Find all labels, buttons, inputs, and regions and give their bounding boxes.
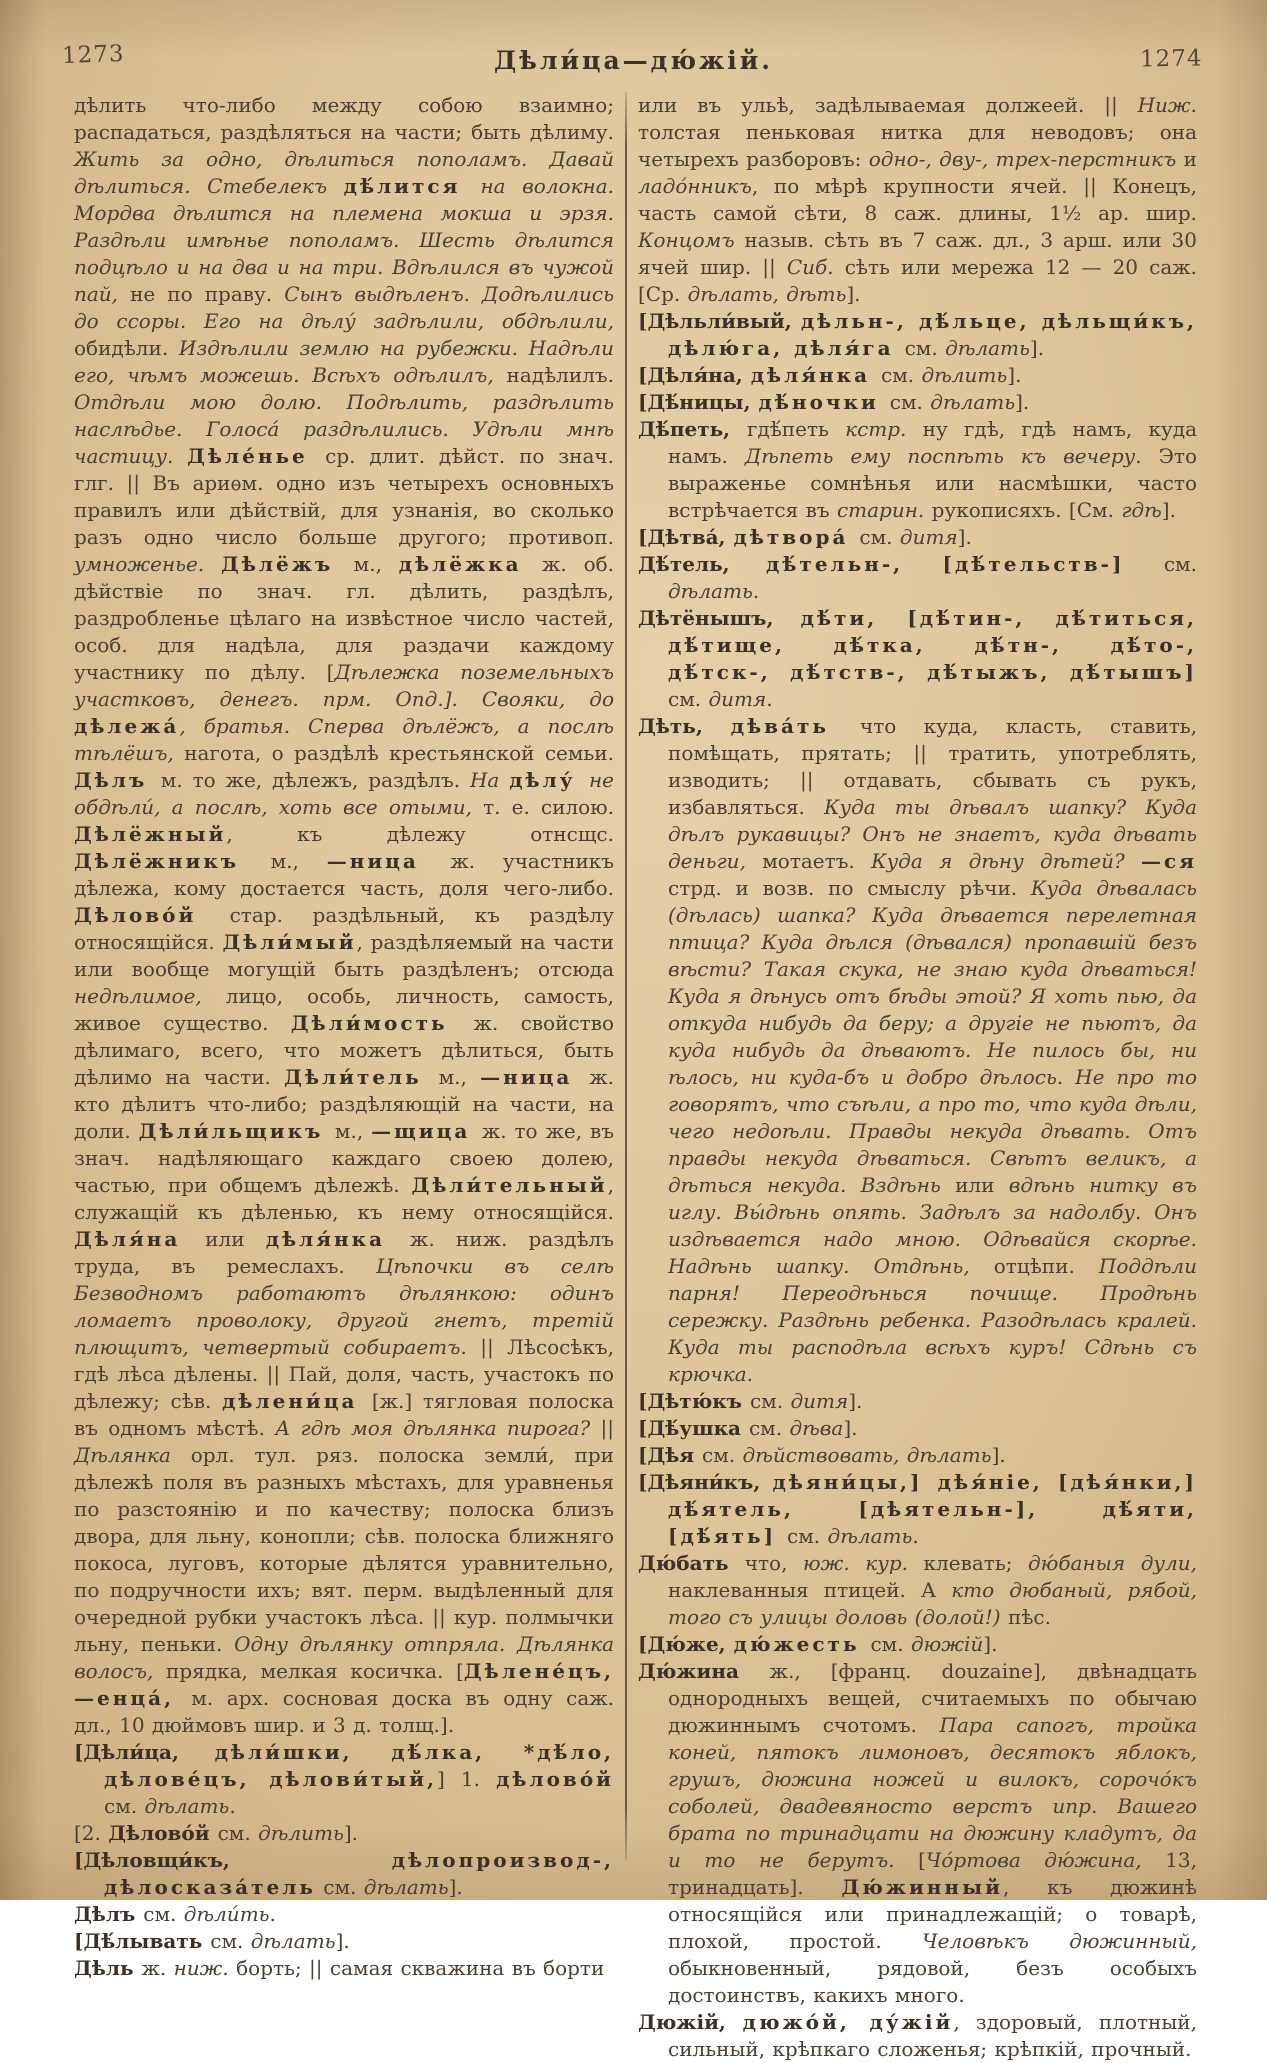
definition-text: отцѣпи. [993,1254,1099,1278]
definition-text: не по праву. [130,282,285,306]
definition-text: ж. [141,1956,174,1980]
derived-headword: Дѣле́нье [187,444,326,468]
dictionary-entry [638,1388,1197,1415]
dictionary-entry [638,362,1197,389]
definition-text: см. [787,1524,828,1548]
derived-headword: дѣлежа́ [74,714,180,738]
entry-headword: [Дѣя [638,1443,703,1467]
definition-text: м., [334,1119,372,1143]
definition-text: ]. [1029,336,1045,360]
entry-headword: Дѣль [74,1956,142,1980]
definition-text: ]. [1015,390,1030,414]
left-column [74,92,614,1982]
definition-text: ж. ниж. раздѣлъ труда, въ ремеслахъ. [74,1227,614,1278]
dictionary-entry [74,1820,614,1847]
entry-headword: [Дѣяни́къ, [638,1470,773,1494]
dictionary-entry [74,1739,614,1820]
definition-text: см. [1163,552,1197,576]
page-number-left: 1273 [61,40,125,70]
example-text: на волокна. Мордва дѣлится на племена мокша и эрзя. Раздѣли имѣнье пополамъ. Шесть дѣлится подцѣло и на два и на три. Вдѣлился въ чужой пай, [74,174,614,306]
example-text: Поддѣли парня! Переодѣнься почище. Продѣнь сережку. Раздѣнь ребенка. Разодѣлась кралей. Куда ты расподѣла всѣхъ куръ! Сдѣнь съ крючка. [668,1254,1198,1386]
definition-text: ж. свойство дѣлимаго, всего, что можетъ дѣлиться, быть дѣлимо на части. [74,1011,614,1089]
definition-text: стар. раздѣльный, къ раздѣлу относящійся. [74,903,614,954]
entry-headword: [Дѣ́лывать [74,1929,211,1953]
definition-text: , служащій къ дѣленью, къ нему относящійся. [74,1173,614,1224]
example-text: дитя [899,525,958,549]
entry-headword: [Дѣ́ницы, [638,390,759,414]
definition-text: А [920,1578,952,1602]
definition-text: . [752,579,760,603]
definition-text: Это выраженье сомнѣнья или насмѣшки, часто встрѣчается въ [668,444,1197,522]
dictionary-entry [638,1550,1197,1631]
definition-text: ж. об. дѣйствіе по знач. гл. дѣлить, раздѣлъ, раздробленье цѣлаго на извѣстное число частей, особ. для надѣла, для раздачи каждому участнику по дѣлу. [ [74,552,615,684]
example-text: не обдѣли́, а послѣ, хоть все отыми, [74,768,614,819]
example-text: Одну дѣлянку отпряла. Дѣлянка волосъ, [74,1632,614,1683]
derived-headword: Дѣли́мый [222,930,357,954]
definition-text: || [600,1416,614,1440]
example-text: одно-, дву-, трех-перстникъ [868,147,1184,171]
derived-headword: Дѣли́льщикъ [138,1119,335,1143]
definition-text: ж. то же, въ знач. надѣляющаго каждаго своею долею, частью, при общемъ дѣлежѣ. [74,1119,614,1197]
example-text: Сынъ выдѣленъ. Додѣлились до ссоры. Его на дѣлу́ задѣлили, обдѣлили, [74,282,615,333]
derived-headword: дѣлопроизвод-, дѣлосказа́тель [104,1848,614,1899]
example-text: вдѣнь нитку въ иглу. Вы́дѣнь опять. Задѣлъ за надолбу. Онъ издѣвается надо мною. Одѣвайся скорѣе. Надѣнь шапку. Отдѣнь, [668,1173,1197,1278]
example-text: дѣва [789,1416,844,1440]
definition-text: прядка, мелкая косичка. [ [166,1659,464,1683]
definition-text: см. [748,1416,790,1440]
dictionary-entry [74,1955,614,1982]
definition-text: см. [749,1389,791,1413]
example-text: , братья. Сперва дѣлёжъ, а послѣ тѣлёшъ, [74,714,614,765]
definition-text: м., [353,552,399,576]
definition-text: ж., [франц. douzaine], двѣнадцать однородныхъ вещей, считаемыхъ по обычаю дюжиннымъ счотомъ. [668,1659,1197,1737]
entry-headword: [Дѣтва́, [638,525,734,549]
definition-text: см. [881,363,922,387]
definition-text: см. [143,1902,184,1926]
definition-text: . [912,1524,919,1548]
column-divider [625,92,627,1860]
derived-headword: дѣяни́цы,] дѣя́ніе, [дѣя́нки,] дѣ́ятель, [дѣятельн-], дѣ́яти, [дѣ́ять] [668,1470,1197,1548]
example-text: ладо́нникъ [638,174,752,198]
derived-headword: —щица [371,1119,482,1143]
example-text: Концомъ [638,228,745,252]
definition-text: сѣть или мережа 12 — 20 саж. [Ср. [638,255,1198,306]
definition-text: ж. кто дѣлитъ что-либо; раздѣляющій на части, на доли. [74,1065,614,1143]
example-text: Дѣлежка поземельныхъ участковъ, денегъ. прм. Опд.]. Свояки, до [74,660,615,711]
page-title: Дѣли́ца—дю́жій. [494,46,773,75]
derived-headword: —ница [480,1065,590,1089]
definition-text: см. [904,336,946,360]
derived-headword: дѣ́лится [343,174,481,198]
definition-text: борть; || самая скважина въ борти [236,1956,605,1980]
derived-headword: дѣ́ти, [дѣ́тин-, дѣ́титься, дѣ́тище, дѣ́тка, дѣ́тн-, дѣ́то-, дѣ́тск-, дѣ́тств-, дѣ́тыжъ, дѣ́тышъ] [668,606,1197,684]
derived-headword: Дѣлёжъ [221,552,354,576]
definition-text: м. арх. сосновая доска въ одну саж. дл., 10 дюймовъ шир. и 3 д. толщ.]. [74,1686,614,1737]
example-text: Пара сапогъ, тройка коней, пятокъ лимоновъ, десятокъ яблокъ, грушъ, дюжина ножей и вилокъ, сорочо́къ соболей, двадевяносто верстъ ипр. Вашего брата по тринадцати на дюжину кладутъ, да и то не берутъ. [668,1713,1197,1872]
definition-text: надѣлилъ. [506,363,614,387]
definition-text: ]. [983,1632,998,1656]
definition-text: см. [702,1443,743,1467]
example-text: дѣлить [921,363,1008,387]
example-text: недѣлимое, [74,984,226,1008]
derived-headword: Дѣлёжникъ [74,849,271,873]
example-text: гдѣ [1121,498,1162,522]
definition-text: . [766,687,773,711]
definition-text: 13, тринадцать]. [668,1848,1197,1899]
dictionary-entry [638,551,1197,605]
entry-headword: Дю́бать [638,1551,745,1575]
dictionary-entry [638,389,1197,416]
definition-text: ж. участникъ дѣлежа, кому достается часть, доля чего-либо. [74,849,614,900]
definition-text: . [269,1902,276,1926]
definition-text: т. е. силою. [483,795,614,819]
example-text: умноженье. [74,552,222,576]
example-text: Ниж. [1137,93,1197,117]
dictionary-entry [74,1928,614,1955]
example-text: Дѣлянка [74,1443,191,1467]
page-number-right: 1274 [1140,45,1204,73]
definition-text: обыкновенный, рядовой, безъ особыхъ достоинствъ, какихъ много. [668,1956,1197,2007]
definition-text: , къ дѣлежу отнсщс. [226,822,614,846]
definition-text: ] 1. [437,1767,497,1791]
definition-text: , по мѣрѣ крупности ячей. || Конецъ, часть самой сѣти, 8 саж. длины, 1½ ар. шир. [638,174,1197,225]
example-text: Куда дѣвалась (дѣлась) шапка? Куда дѣвается перелетная птица? Куда дѣлся (дѣвался) пропавшій безъ вѣсти? Такая скука, не знаю куда дѣваться! Куда я дѣнусь отъ бѣды этой? Я хоть пью, да откуда нибудь да беру; а другіе не пьютъ, да куда нибудь да дѣваютъ. Не пилось бы, ни ѣлось, ни куда-бъ и добро дѣлось. Не про то говорятъ, что съѣли, а про то, что куда дѣли, чего недоѣли. Правды некуда дѣвать. Отъ правды некуда дѣваться. Свѣтъ великъ, а дѣться некуда. Вздѣнь [668,876,1197,1197]
dictionary-entry [638,1442,1197,1469]
entry-headword: [Дѣловщи́къ, [74,1848,392,1872]
derived-headword: —ся [1141,849,1197,873]
example-text: Сиб. [786,255,845,279]
entry-headword: Дѣтёнышъ, [638,606,801,630]
derived-headword: Дѣли́мость [290,1011,474,1035]
definition-text: лицо, особь, личность, самость, живое существо. [74,984,614,1035]
definition-text: см. [859,525,900,549]
derived-headword: дѣтвора́ [733,525,860,549]
example-text: дю́баныя дули, [1028,1551,1197,1575]
definition-text: см. [315,1875,364,1899]
definition-text: ]. [848,1389,863,1413]
example-text: Чо́ртова дю́жина, [925,1848,1166,1872]
definition-text: ]. [843,1416,858,1440]
page-body [74,92,1198,2061]
definition-text: [2. [74,1821,109,1845]
dictionary-entry [638,713,1197,1388]
derived-headword: —ница [326,849,451,873]
dictionary-entry [638,1415,1197,1442]
example-text: кстр. [845,417,923,441]
example-text: дѣлать [250,1929,336,1953]
dictionary-entry [74,92,614,1739]
example-text: дѣлать, дѣть [687,282,847,306]
entry-headword: [Дѣли́ца, [74,1740,215,1764]
derived-headword: Дѣлъ [74,768,161,792]
derived-headword: Дѣли́тель [284,1065,439,1089]
definition-text: гдѣ́петь [746,417,846,441]
definition-text: см. [870,1632,911,1656]
entry-headword: Дѣ́тель, [638,552,767,576]
definition-text: ]. [846,282,861,306]
derived-headword: дѣля́нка [265,1227,410,1251]
entry-headword: Дѣ́петь, [638,417,747,441]
example-text: кто дюбаный, рябой, того съ улицы доловь (долой!) [668,1578,1197,1629]
dictionary-entry [638,1658,1197,2009]
entry-headword: [Дѣтю́къ [638,1389,750,1413]
definition-text: см. [210,1929,251,1953]
derived-headword: дѣлёжка [398,552,542,576]
definition-text: , къ дюжинѣ относящійся или принадлежащій; о товарѣ, плохой, простой. [668,1875,1197,1953]
derived-headword: Дѣли́тельный [411,1173,608,1197]
example-text: дѣлать [827,1524,913,1548]
definition-text: толстая пеньковая нитка для неводовъ; она четырехъ разборовъ: [638,120,1197,171]
dictionary-entry [638,308,1197,362]
dictionary-entry [638,1631,1197,1658]
definition-text: или въ ульѣ, задѣлываемая должеей. || [638,93,1138,117]
definition-text: дѣлить что-либо между собою взаимно; распадаться, раздѣляться на части; быть дѣлиму. [74,93,614,144]
derived-headword: дѣля́нка [750,363,881,387]
definition-text: ср. длит. дѣйст. по знач. глг. || Въ ариѳм. одно изъ четырехъ основныхъ правилъ или дѣйствій, для узнанія, во сколько разъ одно число больше другого; противоп. [74,444,614,549]
dictionary-entry [638,524,1197,551]
example-text: Куда я дѣну дѣтей? [871,849,1142,873]
definition-text: рукописяхъ. [См. [931,498,1122,522]
example-text: Человѣкъ дюжинный, [922,1929,1198,1953]
example-text: дѣлать [930,390,1016,414]
example-text: дѣлать [668,579,753,603]
definition-text: или [955,1173,1009,1197]
dictionary-entry [638,605,1197,713]
derived-headword: дю́жесть [733,1632,871,1656]
derived-headword: Дю́жинный [841,1875,1003,1899]
definition-text: см. [104,1794,145,1818]
derived-headword: дѣльн-, дѣ́льце, дѣльщи́къ, дѣлю́га, дѣля́га [668,309,1197,360]
definition-text: назыв. сѣть въ 7 саж. дл., 3 арш. или 30 ячей шир. || [638,228,1197,279]
example-text: дѣлать [363,1875,449,1899]
derived-headword: дѣлени́ца [222,1389,372,1413]
dictionary-entry [74,1901,614,1928]
derived-headword: дѣлово́й [496,1767,614,1791]
entry-headword: [Дѣля́на, [638,363,751,387]
entry-headword: [Дю́же, [638,1632,734,1656]
example-text: юж. кур. [803,1551,924,1575]
definition-text: , здоровый, плотный, сильный, крѣпкаго сложенья; крѣпкій, прочный. [668,2010,1197,2061]
derived-headword: Дѣлёжный [74,822,227,846]
example-text: Жить за одно, дѣлиться пополамъ. Давай дѣлиться. Стебелекъ [74,147,614,198]
derived-headword: дѣлу́ [509,768,589,792]
definition-text: и [1183,147,1197,171]
dictionary-entry [74,1847,614,1901]
definition-text: м., [270,849,327,873]
example-text: Отдѣли мою долю. Подѣлить, раздѣлить наслѣдье. Голоса́ раздѣлились. Удѣли мнѣ частицу. [74,390,614,468]
definition-text: см. [217,1821,259,1845]
definition-text: клевать; [923,1551,1029,1575]
example-text: На [469,768,510,792]
example-text: Цѣпочки въ селѣ Безводномъ работаютъ дѣлянкою: одинъ ломаетъ проволоку, другой гнетъ, третій плющитъ, четвертый собираетъ. [74,1254,614,1359]
derived-headword: дѣва́ть [730,714,860,738]
definition-text: , раздѣляемый на части или вообще могущій быть раздѣленъ; отсюда [74,930,614,981]
derived-headword: дѣ́тельн-, [дѣ́тельств-] [766,552,1164,576]
definition-text: ]. [1161,498,1176,522]
definition-text: что куда, класть, ставить, помѣщать, прятать; || тратить, употреблять, изводить; || отдавать, сбывать съ рукъ, избавляться. [668,714,1198,819]
definition-text: ]. [335,1929,350,1953]
dictionary-entry [638,2009,1197,2063]
entry-headword: Дю́жина [638,1659,770,1683]
entry-headword: [Дѣ́ушка [638,1416,749,1440]
example-text: Куда ты дѣвалъ шапку? Куда дѣлъ рукавицы? Онъ не знаетъ, куда дѣвать деньги, [668,795,1197,873]
example-text: старин. [836,498,932,522]
definition-text: обидѣли. [74,336,179,360]
definition-text: [ж.] тягловая полоска въ одномъ мѣстѣ. [74,1389,615,1440]
example-text: дитя [708,687,767,711]
definition-text: или [205,1227,266,1251]
derived-headword: Дѣлово́й [74,903,230,927]
example-text: ниж. [173,1956,237,1980]
definition-text: орл. тул. ряз. полоска земли́, при дѣлежѣ поля въ разныхъ мѣстахъ, для уравненья по разстоянію и по качеству; полоска близъ двора, для льну, конопли; сѣв. полоска ближняго покоса, луговъ, которые дѣлятся уравнительно, по подручности ихъ; вят. перм. выдѣленный для очередной рубки участокъ лѣса. || кур. полмычки льну, пеньки. [74,1443,615,1656]
dictionary-entry [638,92,1197,308]
definition-text: ]. [448,1875,463,1899]
entry-headword: [Дѣльли́вый, [638,309,801,333]
entry-headword: Дѣть, [638,714,731,738]
derived-headword: Дѣлене́цъ, —енца́, [74,1659,615,1710]
entry-headword: Дѣлъ [74,1902,144,1926]
definition-text: см. [668,687,709,711]
definition-text: . [229,1794,236,1818]
definition-text: пѣс. [1007,1605,1051,1629]
example-text: Дѣпеть ему поспѣть къ вечеру. [744,444,1159,468]
definition-text: || Лѣсосѣкъ, гдѣ лѣса дѣлены. || Пай, доля, часть, участокъ по дѣлежу; сѣв. [74,1335,614,1413]
definition-text: ]. [957,525,972,549]
entry-headword: Дѣлово́й [108,1821,218,1845]
definition-text: ]. [1007,363,1022,387]
right-column [638,92,1197,2063]
dictionary-entry [638,416,1197,524]
page-header [0,40,1267,86]
definition-text: [ [918,1848,926,1872]
dictionary-entry [638,1469,1197,1550]
definition-text: стрд. и возв. по смыслу рѣчи. [668,876,1031,900]
definition-text: см. [889,390,931,414]
example-text: А гдѣ моя дѣлянка пирога? [275,1416,601,1440]
derived-headword: дѣ́ночки [758,390,890,414]
example-text: Издѣлили землю на рубежки. Надѣли его, чѣмъ можешь. Всѣхъ одѣлилъ, [74,336,614,387]
definition-text: ну гдѣ, гдѣ намъ, куда намъ. [668,417,1197,468]
derived-headword: Дѣля́на [74,1227,206,1251]
definition-text: нагота, о раздѣлѣ крестьянской семьи. [184,741,614,765]
definition-text: мотаетъ. [762,849,872,873]
entry-headword: Дюжій, [638,2010,743,2034]
definition-text: наклеванныя птицей. [668,1578,921,1602]
definition-text: м., [438,1065,481,1089]
derived-headword: дюжо́й, ду́жій [742,2010,954,2034]
example-text: дѣлить [258,1821,344,1845]
example-text: дѣйствовать, дѣлать [742,1443,992,1467]
definition-text: ]. [991,1443,1006,1467]
definition-text: ]. [343,1821,359,1845]
example-text: дѣли́ть [183,1902,270,1926]
derived-headword: дѣли́шки, дѣ́лка, *дѣ́ло, дѣлове́цъ, дѣлови́тый, [104,1740,615,1791]
example-text: дюжій [910,1632,984,1656]
example-text: дѣлать [945,336,1030,360]
definition-text: что, [744,1551,803,1575]
example-text: дѣлать [144,1794,230,1818]
definition-text: м. то же, дѣлежъ, раздѣлъ. [160,768,470,792]
example-text: дитя [790,1389,849,1413]
